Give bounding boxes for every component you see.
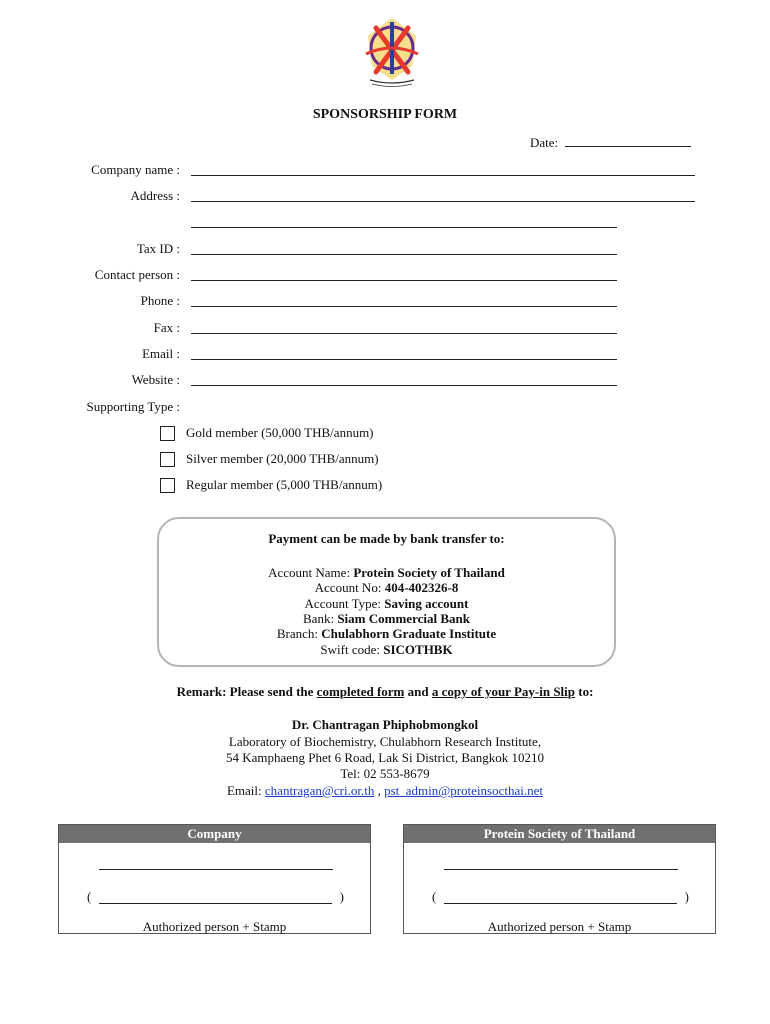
silver-member-label: Silver member (20,000 THB/annum) bbox=[186, 451, 379, 466]
address-label: Address : bbox=[130, 188, 180, 203]
account-type: Saving account bbox=[384, 596, 469, 611]
website-label: Website : bbox=[131, 372, 180, 387]
company-name-label: Company name : bbox=[91, 162, 180, 177]
email-link-chantragan[interactable]: chantragan@cri.or.th bbox=[264, 783, 375, 798]
address-field[interactable] bbox=[191, 201, 695, 202]
pst-signature-box: Protein Society of Thailand ( ) Authorized person + Stamp bbox=[403, 824, 716, 934]
supporting-type-label: Supporting Type : bbox=[86, 399, 180, 414]
company-name-field[interactable] bbox=[191, 175, 695, 176]
phone-label: Phone : bbox=[140, 293, 180, 308]
regular-member-label: Regular member (5,000 THB/annum) bbox=[186, 477, 383, 492]
date-label: Date: bbox=[530, 135, 559, 150]
bank-line: Bank: Siam Commercial Bank bbox=[303, 611, 470, 626]
remark-form: completed form bbox=[316, 684, 405, 699]
contact-address-1: Laboratory of Biochemistry, Chulabhorn Research Institute, bbox=[228, 734, 542, 749]
remark: Remark: Please send the completed form and a copy of your Pay-in Slip to: bbox=[176, 684, 594, 699]
gold-member-label: Gold member (50,000 THB/annum) bbox=[186, 425, 374, 440]
fax-label: Fax : bbox=[153, 320, 180, 335]
swift-code: SICOTHBK bbox=[383, 642, 453, 657]
company-signature-box: Company ( ) Authorized person + Stamp bbox=[58, 824, 371, 934]
payment-info-box bbox=[157, 517, 616, 667]
payment-heading: Payment can be made by bank transfer to: bbox=[268, 531, 505, 546]
company-signature-header: Company bbox=[59, 825, 370, 843]
silver-member-checkbox[interactable] bbox=[160, 452, 175, 467]
date-field[interactable] bbox=[530, 135, 691, 151]
company-signature-line[interactable] bbox=[99, 869, 333, 870]
contact-name: Dr. Chantragan Phiphobmongkol bbox=[291, 717, 479, 732]
gold-member-checkbox[interactable] bbox=[160, 426, 175, 441]
account-no: 404-402326-8 bbox=[384, 580, 459, 595]
protein-society-logo bbox=[356, 14, 428, 88]
contact-person-label: Contact person : bbox=[94, 267, 180, 282]
email-field[interactable] bbox=[191, 359, 617, 360]
contact-tel: Tel: 02 553-8679 bbox=[340, 766, 430, 781]
pst-signature-line[interactable] bbox=[444, 869, 678, 870]
bank-name: Siam Commercial Bank bbox=[337, 611, 470, 626]
contact-address-2: 54 Kamphaeng Phet 6 Road, Lak Si District, Bangkok 10210 bbox=[225, 750, 545, 765]
account-name: Protein Society of Thailand bbox=[353, 565, 505, 580]
form-title: SPONSORSHIP FORM bbox=[312, 107, 458, 122]
company-authorized-label: Authorized person + Stamp bbox=[142, 919, 287, 934]
branch-line: Branch: Chulabhorn Graduate Institute bbox=[276, 626, 497, 641]
tax-id-field[interactable] bbox=[191, 254, 617, 255]
pst-authorized-label: Authorized person + Stamp bbox=[487, 919, 632, 934]
remark-slip: a copy of your Pay-in Slip bbox=[431, 684, 575, 699]
website-field[interactable] bbox=[191, 385, 617, 386]
account-no-line: Account No: 404-402326-8 bbox=[314, 580, 459, 595]
address-line-2-field[interactable] bbox=[191, 227, 617, 228]
account-name-line: Account Name: Protein Society of Thailand bbox=[268, 565, 505, 580]
phone-field[interactable] bbox=[191, 306, 617, 307]
fax-field[interactable] bbox=[191, 333, 617, 334]
email-link-pst-admin[interactable]: pst_admin@proteinsocthai.net bbox=[384, 783, 544, 798]
swift-line: Swift code: SICOTHBK bbox=[320, 642, 453, 657]
pst-signature-header: Protein Society of Thailand bbox=[404, 825, 715, 843]
contact-email: Email: chantragan@cri.or.th , pst_admin@proteinsocthai.net bbox=[226, 783, 544, 798]
contact-person-field[interactable] bbox=[191, 280, 617, 281]
tax-id-label: Tax ID : bbox=[136, 241, 180, 256]
regular-member-checkbox[interactable] bbox=[160, 478, 175, 493]
email-label: Email : bbox=[142, 346, 180, 361]
account-type-line: Account Type: Saving account bbox=[304, 596, 469, 611]
branch-name: Chulabhorn Graduate Institute bbox=[321, 626, 497, 641]
